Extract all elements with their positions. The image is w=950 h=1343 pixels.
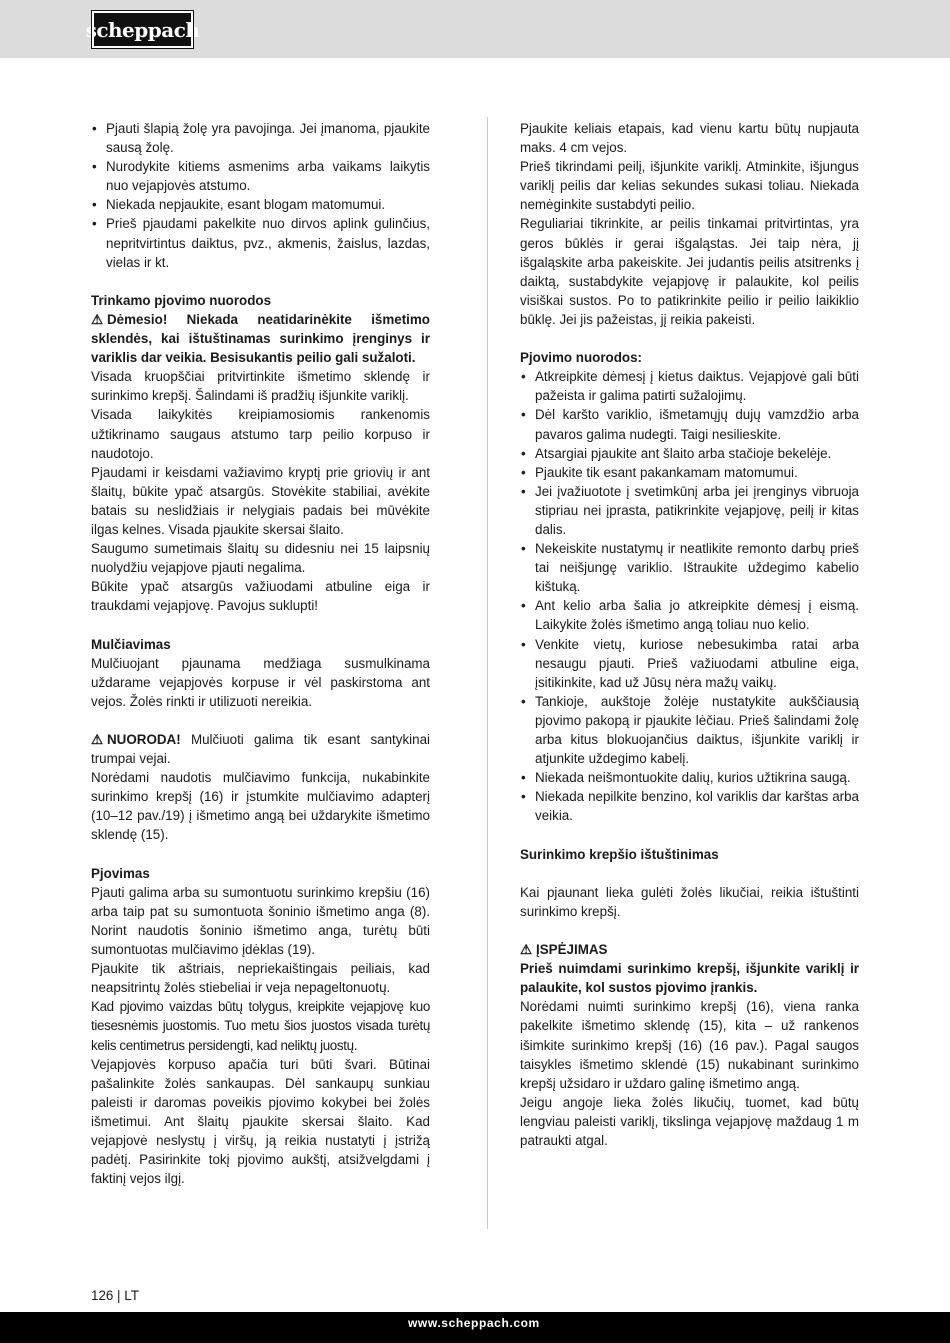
list-item: • Niekada nepilkite benzino, kol variklis dar karštas arba veikia. [520, 787, 859, 825]
safety-list [91, 119, 430, 272]
warning-text [91, 310, 430, 367]
paragraph: Saugumo sumetimais šlaitų su didesniu nei 15 laipsnių nuolydžiu vejapjove pjauti negalima. [91, 541, 430, 576]
list-item: • Dėl karšto variklio, išmetamųjų dujų vamzdžio arba pavaros galima nudegti. Taigi nesilieskite. [520, 405, 859, 443]
left-column [91, 119, 430, 1188]
website-link[interactable]: www.scheppach.com [408, 1316, 540, 1330]
list-item: • Pjauti šlapią žolę yra pavojinga. Jei įmanoma, pjaukite sausą žolę. [91, 119, 430, 157]
warning-body: Dėmesio! Niekada neatidarinėkite išmetimo sklendės, kai ištuštinamas surinkimo įrenginys ir variklis dar veikia. Besisukantis peilio gali sužaloti. [91, 311, 430, 366]
paragraph: Pjauti galima arba su sumontuotu surinkimo krepšiu (16) arba taip pat su sumontuota šoninio išmetimo anga (8). Norint naudotis šoninio išmetimo anga, turėtų būti sumontuotas mulčiavimo įdėklas (19). [91, 884, 430, 958]
list-item: • Prieš pjaudami pakelkite nuo dirvos aplink gulinčius, nepritvirtintus daiktus, pvz., akmenis, žaislus, lazdas, vielas ir kt. [91, 214, 430, 271]
warning-icon: ⚠ [520, 942, 533, 958]
warning-icon: ⚠ [91, 732, 104, 747]
list-item: • Ant kelio arba šalia jo atkreipkite dėmesį į eismą. Laikykite žolės išmetimo angą toliau nuo kelio. [520, 596, 859, 634]
section-heading-trinkamo: Trinkamo pjovimo nuorodos [91, 292, 272, 308]
section-heading-mulciavimas: Mulčiavimas [91, 636, 171, 652]
note-body: Mulčiuoti galima tik esant santykinai trumpai vejai. [91, 732, 430, 767]
list-item: • Pjaukite tik esant pakankamam matomumui. [520, 463, 859, 482]
page-number: 126 | LT [91, 1288, 139, 1303]
warning-heading [520, 940, 859, 959]
section-heading-pjovimas: Pjovimas [91, 865, 150, 881]
paragraph: Jeigu angoje lieka žolės likučių, tuomet, kad būtų lengviau paleisti variklį, tikslinga vejapjovę maždaug 1 m patraukti atgal. [520, 1094, 859, 1148]
list-item: • Venkite vietų, kuriose nebesukimba ratai arba nesaugu pjauti. Prieš važiuodami atbuline eiga, įsitikinkite, kad už Jūsų nėra mažų vaikų. [520, 635, 859, 692]
paragraph: Norėdami nuimti surinkimo krepšį (16), viena ranka pakelkite išmetimo sklendę (15), kita – už rankenos išimkite surinkimo krepšį (16) (16 pav.). Pagal saugos taisykles išmetimo sklendė (15) nukabinant surinkimo krepšį užsidaro ir uždaro galinę išmetimo angą. [520, 999, 859, 1091]
paragraph: Visada laikykitės kreipiamosiomis rankenomis užtikrinamo saugaus atstumo tarp peilio korpuso ir naudotojo. [91, 407, 430, 461]
paragraph: Visada kruopščiai pritvirtinkite išmetimo sklendę ir surinkimo krepšį. Šalindami iš pradžių išjunkite variklį. [91, 369, 430, 404]
paragraph: Reguliariai tikrinkite, ar peilis tinkamai pritvirtintas, yra geros būklės ir gerai išgaląstas. Jei taip nėra, jį išgaląskite arba pakeiskite. Jei judantis peilis atsitrenks į daiktą, sustabdykite vejapjovę ir palaukite, kol peilis visiškai sustos. Po to patikrinkite peilio ir peilio laikiklio būklę. Jei jis pažeistas, jį reikia pakeisti. [520, 216, 859, 327]
paragraph: Pjaudami ir keisdami važiavimo kryptį prie griovių ir ant šlaitų, būkite ypač atsargūs. Stovėkite stabiliai, avėkite batais su neslidžiais ir nelygiais padais bei mūvėkite ilgas kelnes. Visada pjaukite skersai šlaito. [91, 464, 430, 537]
paragraph: Mulčiuojant pjaunama medžiaga susmulkinama uždarame vejapjovės korpuse ir vėl paskirstoma ant vejos. Žolės rinkti ir utilizuoti nereikia. [91, 655, 430, 709]
paragraph: Kad pjovimo vaizdas būtų tolygus, kreipkite vejapjovę kuo tiesesnėmis juostomis. Tuo metu šios juostos visada turėtų kelis centimetrus persidengti, kad neliktų juostų. [91, 999, 430, 1053]
warning-text: Prieš nuimdami surinkimo krepšį, išjunkite variklį ir palaukite, kol sustos pjovimo įrankis. [520, 961, 859, 996]
header-bar [0, 0, 950, 58]
scheppach-logo: scheppach [92, 11, 193, 48]
footer-bar [0, 1312, 950, 1343]
paragraph: Prieš tikrindami peilį, išjunkite variklį. Atminkite, išjungus variklį peilis dar kelias sekundes sukasi toliau. Niekada nemėginkite sustabdyti peilio. [520, 159, 859, 213]
right-column [520, 119, 859, 1150]
list-item: • Tankioje, aukštoje žolėje nustatykite aukščiausią pjovimo pakopą ir pjaukite lėčiau. Prieš šalindami žolę arba kitus blokuojančius daiktus, išjunkite variklį ir atjunkite uždegimo kabelį. [520, 692, 859, 768]
cutting-list [520, 367, 859, 825]
warning-label: ĮSPĖJIMAS [536, 942, 608, 958]
list-item: • Atkreipkite dėmesį į kietus daiktus. Vejapjovė gali būti pažeista ir galima patirti sužalojimų. [520, 367, 859, 405]
paragraph: Pjaukite tik aštriais, nepriekaištingais peiliais, kad neapsitrintų žolės stiebeliai ir veja nepageltonuotų. [91, 961, 430, 996]
note-label: NUORODA! [107, 732, 181, 747]
list-item: • Niekada nepjaukite, esant blogam matomumui. [91, 195, 430, 214]
paragraph: Kai pjaunant lieka gulėti žolės likučiai, reikia ištuštinti surinkimo krepšį. [520, 884, 859, 919]
paragraph: Būkite ypač atsargūs važiuodami atbuline eiga ir traukdami vejapjovę. Pavojus suklupti! [91, 579, 430, 614]
paragraph: Pjaukite keliais etapais, kad vienu kartu būtų nupjauta maks. 4 cm vejos. [520, 121, 859, 156]
section-heading-pjovimo: Pjovimo nuorodos: [520, 350, 642, 366]
list-item: • Nurodykite kitiems asmenims arba vaikams laikytis nuo vejapjovės atstumo. [91, 157, 430, 195]
paragraph: Vejapjovės korpuso apačia turi būti švari. Būtinai pašalinkite žolės sankaupas. Dėl sankaupų sunkiau paleisti ir daromas poveikis pjovimo kokybei bei žolės išmetimui. Ant šlaitų pjaukite skersai šlaito. Kad vejapjovė neslystų į viršų, ją reikia nustatyti į įstrižą padėtį. Pasirinkite tokį pjovimo aukštį, atsižvelgdami į faktinį vejos ilgį. [91, 1056, 430, 1187]
section-heading-surinkimo: Surinkimo krepšio ištuštinimas [520, 846, 719, 862]
note-text [91, 730, 430, 768]
list-item: • Jei įvažiuotote į svetimkūnį arba jei įrenginys vibruoja stipriau nei įprasta, patikrinkite vejapjovę, peilį ir kitas dalis. [520, 482, 859, 539]
list-item: • Atsargiai pjaukite ant šlaito arba stačioje bekelėje. [520, 444, 859, 463]
column-divider [487, 117, 488, 1229]
list-item: • Nekeiskite nustatymų ir neatlikite remonto darbų prieš tai neišjungę variklio. Ištraukite uždegimo kabelio kištuką. [520, 539, 859, 596]
warning-icon: ⚠ [91, 311, 104, 327]
list-item: • Niekada neišmontuokite dalių, kurios užtikrina saugą. [520, 768, 859, 787]
paragraph: Norėdami naudotis mulčiavimo funkcija, nukabinkite surinkimo krepšį (16) ir įstumkite mulčiavimo adapterį (10–12 pav./19) į išmetimo angą bei uždarykite išmetimo sklendę (15). [91, 770, 430, 843]
